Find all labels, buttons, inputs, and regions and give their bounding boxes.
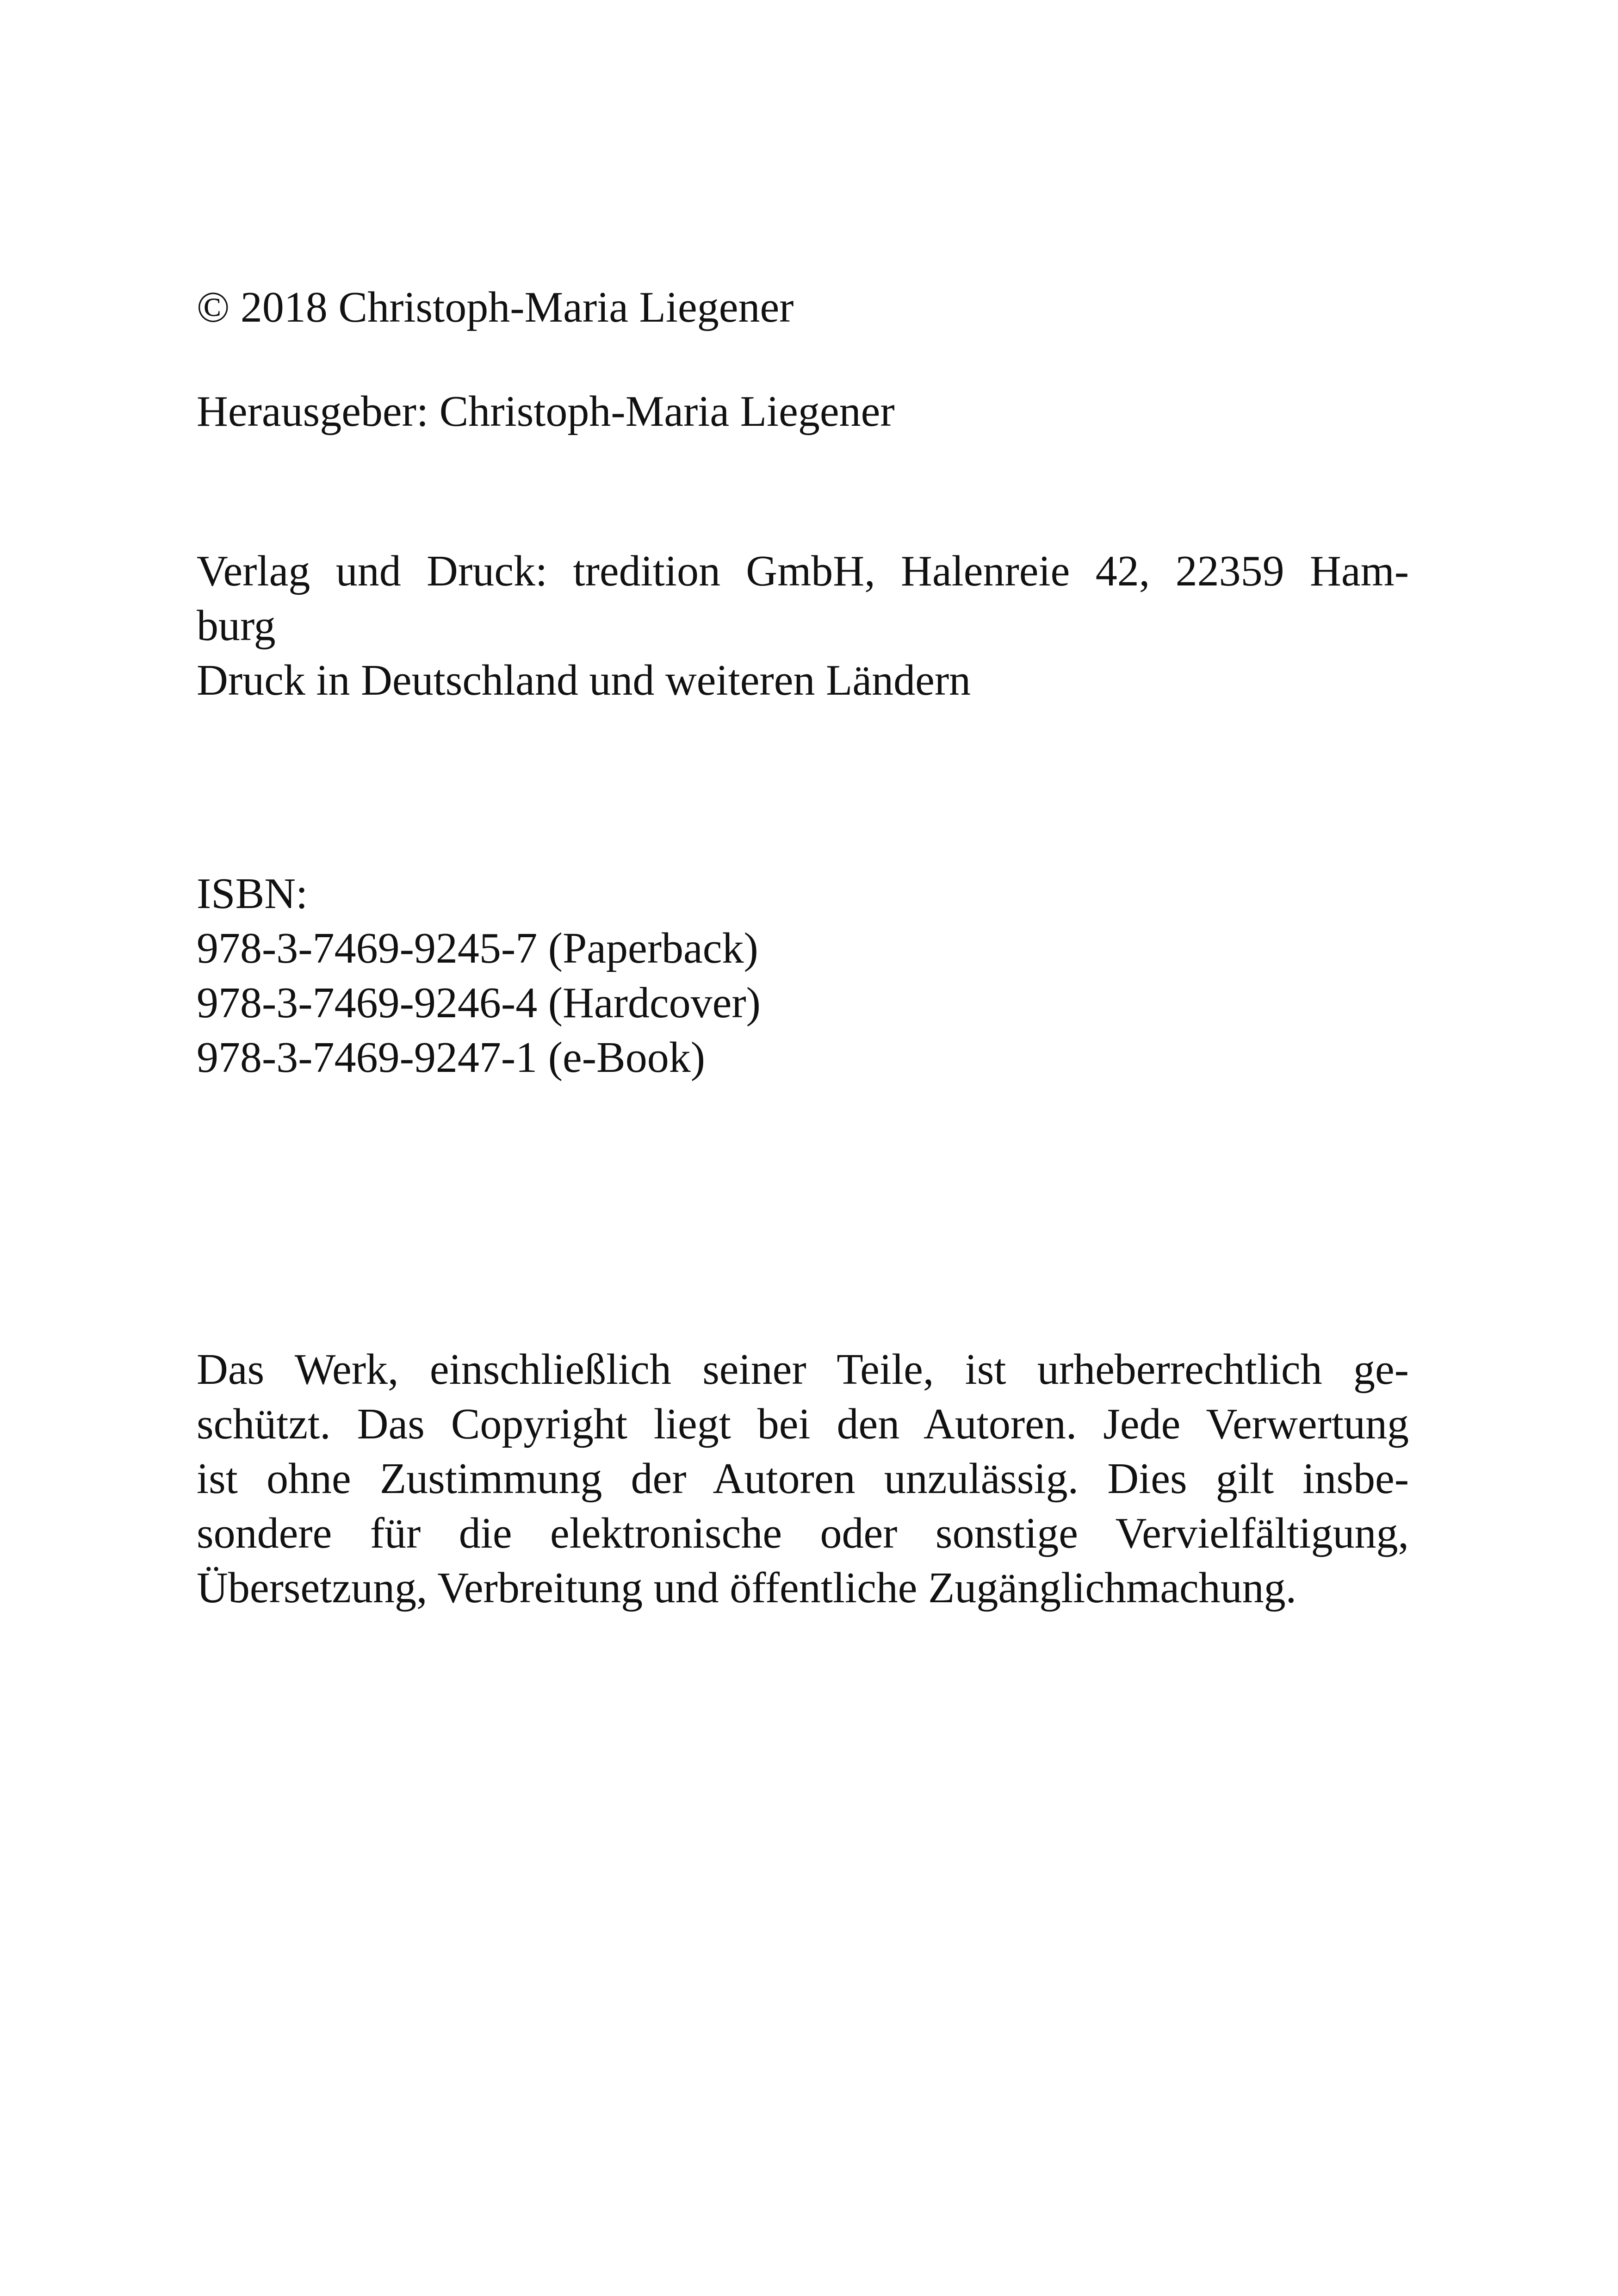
isbn-block — [197, 866, 1409, 1085]
rights-line-1: Das Werk, einschließlich seiner Teile, ist urheberrechtlich ge- — [197, 1345, 1409, 1394]
rights-notice — [197, 1342, 1409, 1615]
publisher-line-1: Verlag und Druck: tredition GmbH, Halenreie 42, 22359 Ham- — [197, 547, 1409, 595]
rights-line-2: schützt. Das Copyright liegt bei den Autoren. Jede Verwertung — [197, 1400, 1409, 1448]
isbn-label: ISBN: — [197, 870, 308, 918]
editor-line: Herausgeber: Christoph-Maria Liegener — [197, 387, 895, 436]
publisher-block — [197, 544, 1409, 708]
isbn-hardcover: 978-3-7469-9246-4 (Hardcover) — [197, 979, 761, 1027]
print-note: Druck in Deutschland und weiteren Ländern — [197, 656, 971, 704]
rights-line-4: sondere für die elektronische oder sonstige Vervielfältigung, — [197, 1509, 1409, 1557]
isbn-ebook: 978-3-7469-9247-1 (e-Book) — [197, 1033, 706, 1082]
rights-line-3: ist ohne Zustimmung der Autoren unzulässig. Dies gilt insbe- — [197, 1455, 1409, 1503]
copyright-line: © 2018 Christoph-Maria Liegener — [197, 283, 794, 331]
rights-line-5: Übersetzung, Verbreitung und öffentliche Zugänglichmachung. — [197, 1564, 1297, 1612]
publisher-line-2: burg — [197, 602, 276, 650]
isbn-paperback: 978-3-7469-9245-7 (Paperback) — [197, 924, 758, 972]
